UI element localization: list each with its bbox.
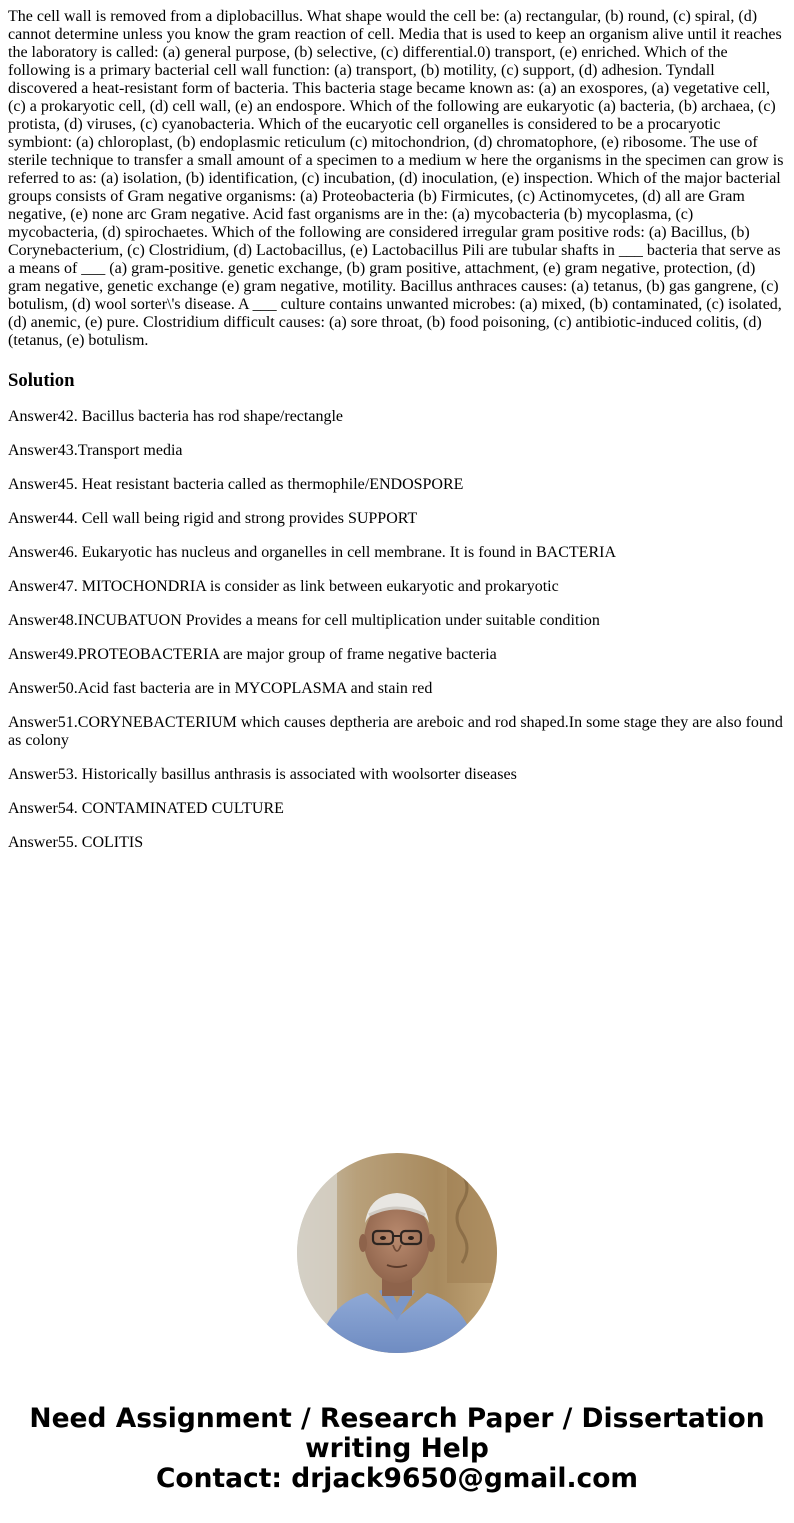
answer-item: Answer53. Historically basillus anthrasis is associated with woolsorter diseases <box>8 766 517 783</box>
answer-item: Answer50.Acid fast bacteria are in MYCOPLASMA and stain red <box>8 680 433 697</box>
promo-banner <box>0 1404 794 1494</box>
answer-item: Answer43.Transport media <box>8 442 183 459</box>
promo-line: Need Assignment / Research Paper / Dissertation <box>29 1403 765 1434</box>
document-content <box>8 8 786 868</box>
promo-line: writing Help <box>305 1433 489 1464</box>
answer-list <box>8 408 786 852</box>
answer-item: Answer49.PROTEOBACTERIA are major group of frame negative bacteria <box>8 646 497 663</box>
answer-item: Answer44. Cell wall being rigid and strong provides SUPPORT <box>8 510 418 527</box>
answer-item: Answer47. MITOCHONDRIA is consider as link between eukaryotic and prokaryotic <box>8 578 559 595</box>
answer-item: Answer55. COLITIS <box>8 834 144 851</box>
answer-item: Answer45. Heat resistant bacteria called as thermophile/ENDOSPORE <box>8 476 464 493</box>
answer-item: Answer51.CORYNEBACTERIUM which causes deptheria are areboic and rod shaped.In some stage they are also found as colony <box>8 714 783 749</box>
answer-item: Answer54. CONTAMINATED CULTURE <box>8 800 284 817</box>
solution-heading: Solution <box>8 370 75 391</box>
contact-email: Contact: drjack9650@gmail.com <box>155 1463 639 1494</box>
answer-item: Answer42. Bacillus bacteria has rod shape/rectangle <box>8 408 343 425</box>
tutor-portrait-icon <box>297 1153 497 1353</box>
question-text: The cell wall is removed from a diplobacillus. What shape would the cell be: (a) rectangular, (b) round, (c) spiral, (d) cannot determine unless you know the gram reaction of cell. Media that is used to keep an organism alive until it reaches the laboratory is called: (a) general purpose, (b) selective, (c) differential.0) transport, (e) enriched. Which of the following is a primary bacterial cell wall function: (a) transport, (b) motility, (c) support, (d) adhesion. Tyndall discovered a heat-resistant form of bacteria. This bacteria stage became known as: (a) an exospores, (a) vegetative cell, (c) a prokaryotic cell, (d) cell wall, (e) an endospore. Which of the following are eukaryotic (a) bacteria, (b) archaea, (c) protista, (d) viruses, (c) cyanobacteria. Which of the eucaryotic cell organelles is considered to be a procaryotic symbiont: (a) chloroplast, (b) endoplasmic reticulum (c) mitochondrion, (d) chromatophore, (e) ribosome. The use of sterile technique to transfer a small amount of a specimen to a medium w here the organisms in the specimen can grow is referred to as: (a) isolation, (b) identification, (c) incubation, (d) inoculation, (e) inspection. Which of the major bacterial groups consists of Gram negative organisms: (a) Proteobacteria (b) Firmicutes, (c) Actinomycetes, (d) all are Gram negative, (e) none arc Gram negative. Acid fast organisms are in the: (a) mycobacteria (b) mycoplasma, (c) mycobacteria, (d) spirochaetes. Which of the following are considered irregular gram positive rods: (a) Bacillus, (b) Corynebacterium, (c) Clostridium, (d) Lactobacillus, (e) Lactobacillus Pili are tubular shafts in ___ bacteria that serve as a means of ___ (a) gram-positive. genetic exchange, (b) gram positive, attachment, (e) gram negative, protection, (d) gram negative, genetic exchange (e) gram negative, motility. Bacillus anthraces causes: (a) tetanus, (b) gas gangrene, (c) botulism, (d) wool sorter\'s disease. A ___ culture contains unwanted microbes: (a) mixed, (b) contaminated, (c) isolated, (d) anemic, (e) pure. Clostridium difficult causes: (a) sore throat, (b) food poisoning, (c) antibiotic-induced colitis, (d) (tetanus, (e) botulism. <box>8 8 784 349</box>
answer-item: Answer48.INCUBATUON Provides a means for cell multiplication under suitable condition <box>8 612 600 629</box>
answer-item: Answer46. Eukaryotic has nucleus and organelles in cell membrane. It is found in BACTERIA <box>8 544 617 561</box>
